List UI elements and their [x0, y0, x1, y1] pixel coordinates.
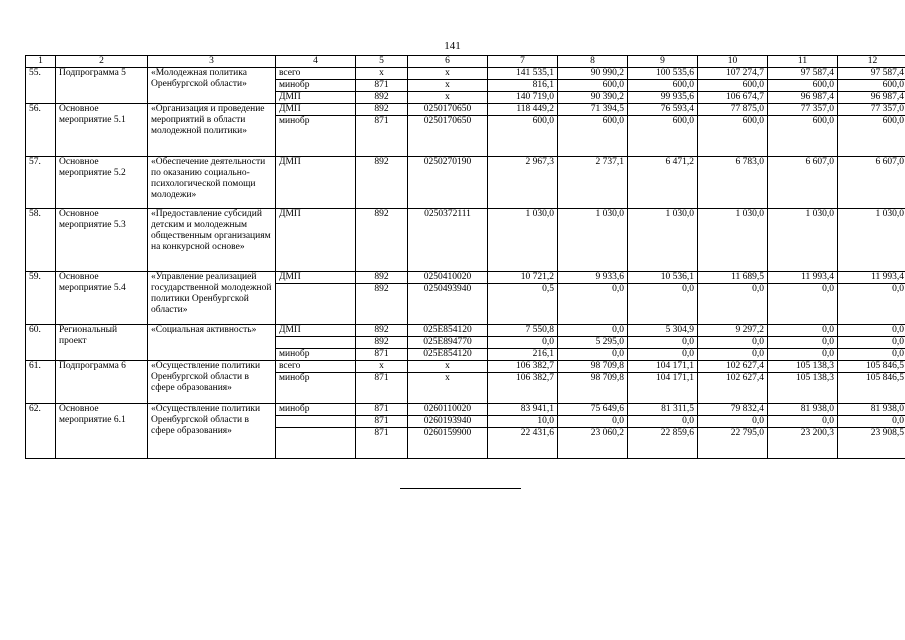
value-col12: 600,0 [838, 80, 905, 92]
grbs-code-cell: 871 [356, 428, 408, 459]
value-col7: 1 030,0 [488, 209, 558, 272]
executor-cell: ДМП [276, 272, 356, 284]
grbs-code-cell: 892 [356, 337, 408, 349]
grbs-code-cell: х [356, 68, 408, 80]
budget-code-cell: х [408, 92, 488, 104]
value-col10: 106 674,7 [698, 92, 768, 104]
budget-code-cell: х [408, 361, 488, 373]
column-header: 5 [356, 56, 408, 68]
executor-cell: всего [276, 68, 356, 80]
value-col11: 23 200,3 [768, 428, 838, 459]
value-col9: 600,0 [628, 80, 698, 92]
value-col12: 23 908,5 [838, 428, 905, 459]
budget-code-cell: х [408, 80, 488, 92]
value-col10: 0,0 [698, 337, 768, 349]
value-col11: 105 138,3 [768, 373, 838, 404]
value-col10: 22 795,0 [698, 428, 768, 459]
value-col8: 5 295,0 [558, 337, 628, 349]
value-col8: 90 390,2 [558, 92, 628, 104]
program-cell: Региональный проект [56, 325, 148, 361]
table-row [26, 325, 905, 337]
value-col7: 0,0 [488, 337, 558, 349]
value-col10: 79 832,4 [698, 404, 768, 416]
value-col12: 0,0 [838, 416, 905, 428]
value-col8: 98 709,8 [558, 361, 628, 373]
budget-code-cell: 0250170650 [408, 104, 488, 116]
executor-cell: минобр [276, 349, 356, 361]
grbs-code-cell: 871 [356, 416, 408, 428]
value-col8: 71 394,5 [558, 104, 628, 116]
value-col9: 104 171,1 [628, 373, 698, 404]
program-cell: Основное мероприятие 5.3 [56, 209, 148, 272]
column-header: 11 [768, 56, 838, 68]
value-col10: 102 627,4 [698, 361, 768, 373]
name-cell: «Осуществление политики Оренбургской области в сфере образования» [148, 404, 276, 459]
grbs-code-cell: 892 [356, 104, 408, 116]
executor-cell [276, 416, 356, 428]
grbs-code-cell: 892 [356, 157, 408, 209]
value-col11: 0,0 [768, 337, 838, 349]
value-col12: 0,0 [838, 284, 905, 325]
column-header: 6 [408, 56, 488, 68]
value-col10: 0,0 [698, 416, 768, 428]
program-cell: Основное мероприятие 5.2 [56, 157, 148, 209]
value-col11: 105 138,3 [768, 361, 838, 373]
grbs-code-cell: 871 [356, 373, 408, 404]
value-col8: 2 737,1 [558, 157, 628, 209]
value-col8: 0,0 [558, 325, 628, 337]
name-cell: «Социальная активность» [148, 325, 276, 361]
value-col12: 105 846,5 [838, 361, 905, 373]
value-col11: 97 587,4 [768, 68, 838, 80]
value-col7: 216,1 [488, 349, 558, 361]
table-row [26, 104, 905, 116]
executor-cell: ДМП [276, 92, 356, 104]
value-col12: 600,0 [838, 116, 905, 157]
grbs-code-cell: 892 [356, 325, 408, 337]
value-col12: 105 846,5 [838, 373, 905, 404]
value-col11: 96 987,4 [768, 92, 838, 104]
value-col12: 0,0 [838, 337, 905, 349]
grbs-code-cell: 892 [356, 284, 408, 325]
executor-cell: ДМП [276, 157, 356, 209]
value-col7: 118 449,2 [488, 104, 558, 116]
name-cell: «Предоставление субсидий детским и молодежным общественным организациям на конкурсной основе» [148, 209, 276, 272]
budget-code-cell: х [408, 373, 488, 404]
value-col12: 11 993,4 [838, 272, 905, 284]
grbs-code-cell: 871 [356, 349, 408, 361]
value-col11: 600,0 [768, 116, 838, 157]
value-col8: 0,0 [558, 284, 628, 325]
value-col12: 97 587,4 [838, 68, 905, 80]
value-col7: 141 535,1 [488, 68, 558, 80]
executor-cell [276, 284, 356, 325]
page-number: 141 [444, 40, 461, 52]
name-cell: «Управление реализацией государственной молодежной политики Оренбургской области» [148, 272, 276, 325]
table-row [26, 209, 905, 272]
row-number-cell: 60. [26, 325, 56, 361]
row-number-cell: 62. [26, 404, 56, 459]
executor-cell: минобр [276, 404, 356, 416]
value-col10: 1 030,0 [698, 209, 768, 272]
grbs-code-cell: 871 [356, 80, 408, 92]
row-number-cell: 59. [26, 272, 56, 325]
row-number-cell: 55. [26, 68, 56, 104]
value-col10: 0,0 [698, 349, 768, 361]
column-header: 2 [56, 56, 148, 68]
grbs-code-cell: 892 [356, 272, 408, 284]
footer-divider [400, 488, 521, 489]
value-col8: 9 933,6 [558, 272, 628, 284]
value-col11: 11 993,4 [768, 272, 838, 284]
value-col9: 104 171,1 [628, 361, 698, 373]
table-row [26, 157, 905, 209]
value-col11: 6 607,0 [768, 157, 838, 209]
value-col7: 10,0 [488, 416, 558, 428]
value-col9: 600,0 [628, 116, 698, 157]
value-col11: 0,0 [768, 416, 838, 428]
value-col9: 6 471,2 [628, 157, 698, 209]
value-col11: 0,0 [768, 349, 838, 361]
value-col11: 600,0 [768, 80, 838, 92]
budget-code-cell: 025E854120 [408, 349, 488, 361]
program-cell: Подпрограмма 6 [56, 361, 148, 404]
value-col10: 6 783,0 [698, 157, 768, 209]
value-col11: 77 357,0 [768, 104, 838, 116]
name-cell: «Молодежная политика Оренбургской области» [148, 68, 276, 104]
grbs-code-cell: 892 [356, 209, 408, 272]
budget-code-cell: х [408, 68, 488, 80]
value-col9: 0,0 [628, 284, 698, 325]
table-row [26, 361, 905, 373]
column-header: 7 [488, 56, 558, 68]
executor-cell: ДМП [276, 209, 356, 272]
value-col10: 77 875,0 [698, 104, 768, 116]
budget-code-cell: 0250372111 [408, 209, 488, 272]
value-col12: 96 987,4 [838, 92, 905, 104]
column-header: 4 [276, 56, 356, 68]
value-col9: 5 304,9 [628, 325, 698, 337]
grbs-code-cell: 871 [356, 404, 408, 416]
value-col9: 100 535,6 [628, 68, 698, 80]
value-col7: 10 721,2 [488, 272, 558, 284]
value-col8: 23 060,2 [558, 428, 628, 459]
budget-code-cell: 0250170650 [408, 116, 488, 157]
value-col8: 600,0 [558, 80, 628, 92]
value-col10: 600,0 [698, 116, 768, 157]
budget-code-cell: 0260159900 [408, 428, 488, 459]
budget-code-cell: 0260193940 [408, 416, 488, 428]
grbs-code-cell: 871 [356, 116, 408, 157]
value-col9: 22 859,6 [628, 428, 698, 459]
column-header: 8 [558, 56, 628, 68]
program-cell: Основное мероприятие 5.4 [56, 272, 148, 325]
executor-cell [276, 337, 356, 349]
value-col8: 75 649,6 [558, 404, 628, 416]
value-col9: 0,0 [628, 349, 698, 361]
budget-code-cell: 0250270190 [408, 157, 488, 209]
value-col7: 83 941,1 [488, 404, 558, 416]
value-col10: 600,0 [698, 80, 768, 92]
value-col7: 106 382,7 [488, 361, 558, 373]
column-header: 12 [838, 56, 905, 68]
value-col7: 140 719,0 [488, 92, 558, 104]
executor-cell: минобр [276, 116, 356, 157]
value-col10: 102 627,4 [698, 373, 768, 404]
value-col10: 9 297,2 [698, 325, 768, 337]
name-cell: «Обеспечение деятельности по оказанию социально-психологической помощи молодежи» [148, 157, 276, 209]
value-col10: 107 274,7 [698, 68, 768, 80]
table-row [26, 68, 905, 80]
value-col11: 81 938,0 [768, 404, 838, 416]
value-col11: 1 030,0 [768, 209, 838, 272]
value-col8: 1 030,0 [558, 209, 628, 272]
row-number-cell: 58. [26, 209, 56, 272]
value-col9: 99 935,6 [628, 92, 698, 104]
program-cell: Основное мероприятие 6.1 [56, 404, 148, 459]
budget-code-cell: 0250410020 [408, 272, 488, 284]
value-col11: 0,0 [768, 284, 838, 325]
value-col12: 0,0 [838, 325, 905, 337]
budget-code-cell: 0250493940 [408, 284, 488, 325]
value-col12: 0,0 [838, 349, 905, 361]
value-col10: 0,0 [698, 284, 768, 325]
column-header: 10 [698, 56, 768, 68]
value-col7: 2 967,3 [488, 157, 558, 209]
value-col7: 7 550,8 [488, 325, 558, 337]
budget-code-cell: 025E894770 [408, 337, 488, 349]
value-col7: 0,5 [488, 284, 558, 325]
executor-cell: всего [276, 361, 356, 373]
name-cell: «Организация и проведение мероприятий в области молодежной политики» [148, 104, 276, 157]
value-col8: 90 990,2 [558, 68, 628, 80]
grbs-code-cell: 892 [356, 92, 408, 104]
executor-cell [276, 428, 356, 459]
value-col12: 6 607,0 [838, 157, 905, 209]
table-body [26, 56, 905, 459]
value-col9: 81 311,5 [628, 404, 698, 416]
table-row [26, 272, 905, 284]
table-header-row [26, 56, 905, 68]
value-col8: 0,0 [558, 349, 628, 361]
executor-cell: минобр [276, 80, 356, 92]
table-row [26, 404, 905, 416]
row-number-cell: 61. [26, 361, 56, 404]
value-col9: 1 030,0 [628, 209, 698, 272]
grbs-code-cell: х [356, 361, 408, 373]
row-number-cell: 56. [26, 104, 56, 157]
value-col8: 0,0 [558, 416, 628, 428]
budget-code-cell: 025E854120 [408, 325, 488, 337]
program-cell: Подпрограмма 5 [56, 68, 148, 104]
budget-table [25, 55, 905, 459]
column-header: 9 [628, 56, 698, 68]
value-col9: 76 593,4 [628, 104, 698, 116]
value-col9: 0,0 [628, 337, 698, 349]
value-col12: 77 357,0 [838, 104, 905, 116]
executor-cell: ДМП [276, 325, 356, 337]
value-col8: 98 709,8 [558, 373, 628, 404]
budget-code-cell: 0260110020 [408, 404, 488, 416]
value-col9: 10 536,1 [628, 272, 698, 284]
executor-cell: минобр [276, 373, 356, 404]
value-col7: 22 431,6 [488, 428, 558, 459]
value-col7: 816,1 [488, 80, 558, 92]
program-cell: Основное мероприятие 5.1 [56, 104, 148, 157]
row-number-cell: 57. [26, 157, 56, 209]
value-col9: 0,0 [628, 416, 698, 428]
value-col12: 1 030,0 [838, 209, 905, 272]
value-col11: 0,0 [768, 325, 838, 337]
value-col12: 81 938,0 [838, 404, 905, 416]
value-col10: 11 689,5 [698, 272, 768, 284]
value-col8: 600,0 [558, 116, 628, 157]
name-cell: «Осуществление политики Оренбургской области в сфере образования» [148, 361, 276, 404]
column-header: 3 [148, 56, 276, 68]
value-col7: 600,0 [488, 116, 558, 157]
value-col7: 106 382,7 [488, 373, 558, 404]
column-header: 1 [26, 56, 56, 68]
executor-cell: ДМП [276, 104, 356, 116]
